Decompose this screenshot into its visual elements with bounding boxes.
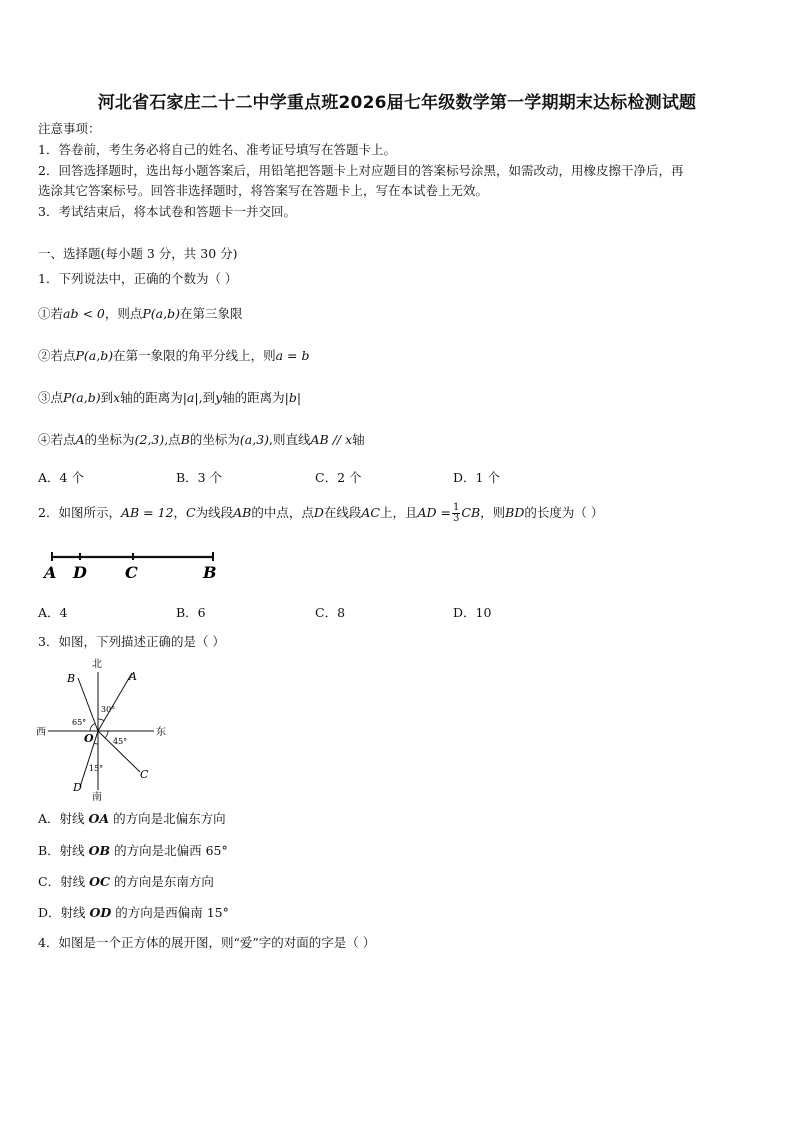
q3-option-b: B．射线 OB 的方向是北偏西 65° bbox=[38, 843, 228, 858]
notice-item-3: 3．考试结束后，将本试卷和答题卡一并交回。 bbox=[38, 204, 296, 219]
arc-30 bbox=[98, 719, 104, 721]
notice-heading: 注意事项： bbox=[38, 121, 101, 136]
q1-option-c: C．2 个 bbox=[315, 470, 362, 485]
q3-option-c: C．射线 OC 的方向是东南方向 bbox=[38, 874, 214, 889]
q1-statement-3: ③点P(a,b)到x轴的距离为|a|,到y轴的距离为|b| bbox=[38, 390, 302, 405]
label-a: A bbox=[44, 563, 57, 582]
label-c: C bbox=[125, 563, 138, 582]
angle-15: 15° bbox=[89, 764, 104, 773]
q2-option-b: B．6 bbox=[176, 605, 206, 620]
compass-figure bbox=[34, 654, 184, 804]
q2-stem: 2．如图所示，AB = 12，C为线段AB的中点，点D在线段AC上，且AD = $\frac{1}{3}$ CB，则BD的长度为（ ） bbox=[38, 502, 604, 524]
label-d: D bbox=[73, 781, 82, 794]
label-o: O bbox=[84, 732, 94, 745]
notice-item-2: 2．回答选择题时，选出每小题答案后，用铅笔把答题卡上对应题目的答案标号涂黑，如需改动，用橡皮擦干净后，再 bbox=[38, 163, 684, 178]
q4-stem: 4．如图是一个正方体的展开图，则“爱”字的对面的字是（ ） bbox=[38, 935, 376, 950]
angle-45: 45° bbox=[113, 737, 128, 746]
angle-30: 30° bbox=[101, 705, 116, 714]
q1-statement-2: ②若点P(a,b)在第一象限的角平分线上，则a = b bbox=[38, 348, 310, 363]
arc-45 bbox=[105, 731, 108, 738]
q3-option-a: A．射线 OA 的方向是北偏东方向 bbox=[38, 811, 226, 826]
section-heading: 一、选择题(每小题 3 分，共 30 分) bbox=[38, 246, 238, 261]
label-west: 西 bbox=[36, 727, 46, 738]
label-a: A bbox=[129, 670, 137, 683]
notice-item-1: 1．答卷前，考生务必将自己的姓名、准考证号填写在答题卡上。 bbox=[38, 142, 396, 157]
q1-statement-1: ①若ab < 0，则点P(a,b)在第三象限 bbox=[38, 306, 243, 321]
q2-option-a: A．4 bbox=[38, 605, 68, 620]
q2-option-d: D．10 bbox=[453, 605, 492, 620]
q1-statement-4: ④若点A的坐标为(2,3),点B的坐标为(a,3),则直线AB // x轴 bbox=[38, 432, 365, 447]
label-east: 东 bbox=[156, 727, 166, 738]
label-d: D bbox=[73, 563, 87, 582]
ray-oa bbox=[98, 673, 132, 731]
label-b: B bbox=[203, 563, 217, 582]
label-north: 北 bbox=[92, 659, 102, 670]
page-title: 河北省石家庄二十二中学重点班2026届七年级数学第一学期期末达标检测试题 bbox=[97, 93, 697, 113]
q3-option-d: D．射线 OD 的方向是西偏南 15° bbox=[38, 905, 229, 920]
label-south: 南 bbox=[92, 792, 102, 803]
arc-65 bbox=[90, 724, 95, 732]
label-b: B bbox=[67, 672, 76, 685]
q2-option-c: C．8 bbox=[315, 605, 346, 620]
fraction-one-third: $\frac{1}{3}$ bbox=[453, 502, 460, 524]
q1-option-a: A．4 个 bbox=[38, 470, 84, 485]
angle-65: 65° bbox=[72, 718, 87, 727]
label-c: C bbox=[140, 768, 149, 781]
q3-stem: 3．如图，下列描述正确的是（ ） bbox=[38, 634, 225, 649]
q1-stem: 1．下列说法中，正确的个数为（ ） bbox=[38, 271, 238, 286]
notice-item-2-cont: 选涂其它答案标号。回答非选择题时，将答案写在答题卡上，写在本试卷上无效。 bbox=[38, 183, 489, 198]
q1-option-d: D．1 个 bbox=[453, 470, 500, 485]
segment-figure bbox=[38, 545, 228, 583]
arc-15 bbox=[94, 743, 98, 744]
q1-option-b: B．3 个 bbox=[176, 470, 223, 485]
